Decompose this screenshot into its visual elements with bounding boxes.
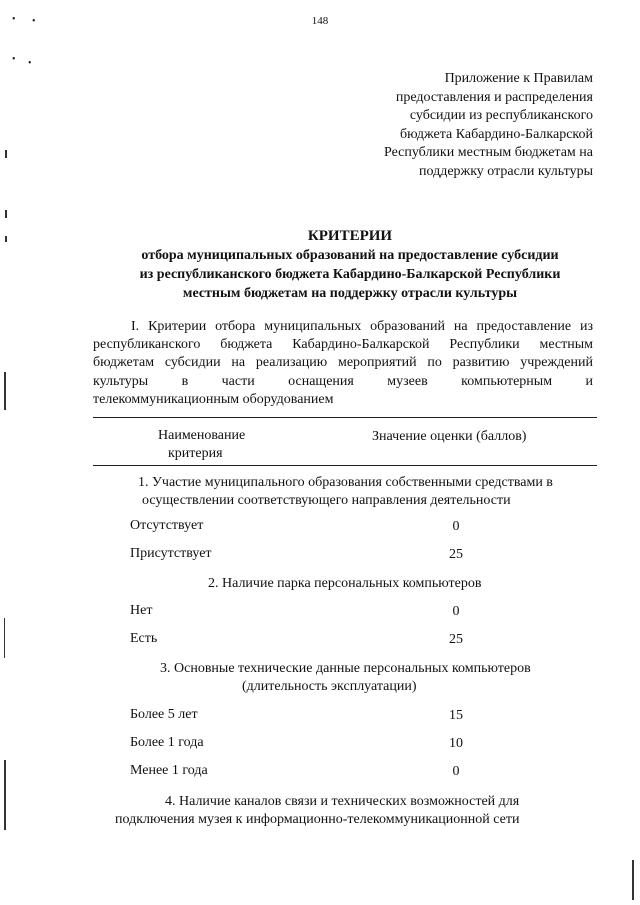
appendix-line: Республики местным бюджетам на — [383, 145, 593, 161]
table-row-value: 0 — [452, 519, 460, 534]
subtitle-line: из республиканского бюджета Кабардино-Балкарской Республики — [139, 267, 561, 282]
table-row-value: 0 — [452, 604, 460, 619]
scan-mark — [4, 372, 6, 410]
table-row-label: Есть — [130, 631, 158, 646]
table-row-label: Более 5 лет — [130, 707, 198, 722]
criterion-title-line: подключения музея к информационно-телекоммуникационной сети — [115, 812, 520, 827]
document-subtitle — [100, 246, 600, 303]
criterion-title-line: (длительность эксплуатации) — [242, 679, 417, 694]
scan-mark — [5, 150, 7, 158]
section-line: республиканского бюджета Кабардино-Балкарской Республики местным — [93, 337, 593, 353]
scan-mark — [4, 760, 6, 830]
appendix-line: бюджета Кабардино-Балкарской — [400, 126, 593, 142]
criterion-title-line: 2. Наличие парка персональных компьютеров — [208, 576, 482, 591]
appendix-note — [333, 70, 593, 182]
table-top-rule — [93, 417, 597, 418]
scan-speck: • — [28, 58, 32, 69]
table-row-value: 25 — [449, 547, 463, 562]
subtitle-line: отбора муниципальных образований на предоставление субсидии — [141, 248, 559, 263]
scan-speck: • — [32, 16, 36, 27]
section-line: бюджетам субсидии на реализацию мероприятий по развитию учреждений — [93, 355, 593, 371]
criterion-title — [208, 575, 481, 593]
scan-mark — [5, 210, 7, 218]
table-row-value: 25 — [449, 632, 463, 647]
document-title: КРИТЕРИИ — [307, 228, 393, 244]
page-number: 148 — [311, 15, 329, 27]
appendix-line: субсидии из республиканского — [409, 108, 593, 124]
appendix-line: поддержку отрасли культуры — [418, 163, 593, 179]
table-row-value: 0 — [452, 764, 460, 779]
table-row-label: Нет — [130, 603, 153, 618]
criterion-title-line: осуществлении соответствующего направления деятельности — [142, 493, 511, 508]
section-line: I. Критерии отбора муниципальных образований на предоставление из — [131, 319, 593, 334]
table-row-value: 10 — [449, 736, 463, 751]
appendix-line: предоставления и распределения — [395, 89, 593, 105]
criterion-title-line: 4. Наличие каналов связи и технических возможностей для — [165, 794, 520, 809]
subtitle-line: местным бюджетам на поддержку отрасли культуры — [182, 286, 518, 301]
appendix-line: Приложение к Правилам — [444, 71, 593, 86]
table-row-label: Менее 1 года — [130, 763, 208, 778]
section-heading — [93, 318, 593, 409]
criterion-title — [115, 793, 519, 829]
criterion-title-line: 3. Основные технические данные персональных компьютеров — [160, 661, 531, 676]
criterion-title-line: 1. Участие муниципального образования собственными средствами в — [138, 475, 553, 490]
column-header-criterion — [158, 427, 245, 463]
table-row-label: Присутствует — [130, 546, 212, 561]
table-row-label: Более 1 года — [130, 735, 204, 750]
column-header-value: Значение оценки (баллов) — [372, 429, 527, 444]
criterion-title — [138, 474, 553, 510]
scan-speck: • — [12, 14, 16, 25]
scan-speck: • — [12, 54, 16, 65]
table-row-label: Отсутствует — [130, 518, 204, 533]
scan-mark — [4, 618, 5, 658]
section-line: культуры в части оснащения музеев компьютерным и — [93, 373, 593, 389]
table-header-rule — [93, 465, 597, 466]
table-row-value: 15 — [449, 708, 463, 723]
section-line: телекоммуникационным оборудованием — [93, 391, 334, 407]
column-header-line: критерия — [168, 446, 223, 461]
criterion-title — [160, 660, 531, 696]
column-header-line: Наименование — [158, 428, 246, 443]
scan-mark — [632, 860, 634, 900]
